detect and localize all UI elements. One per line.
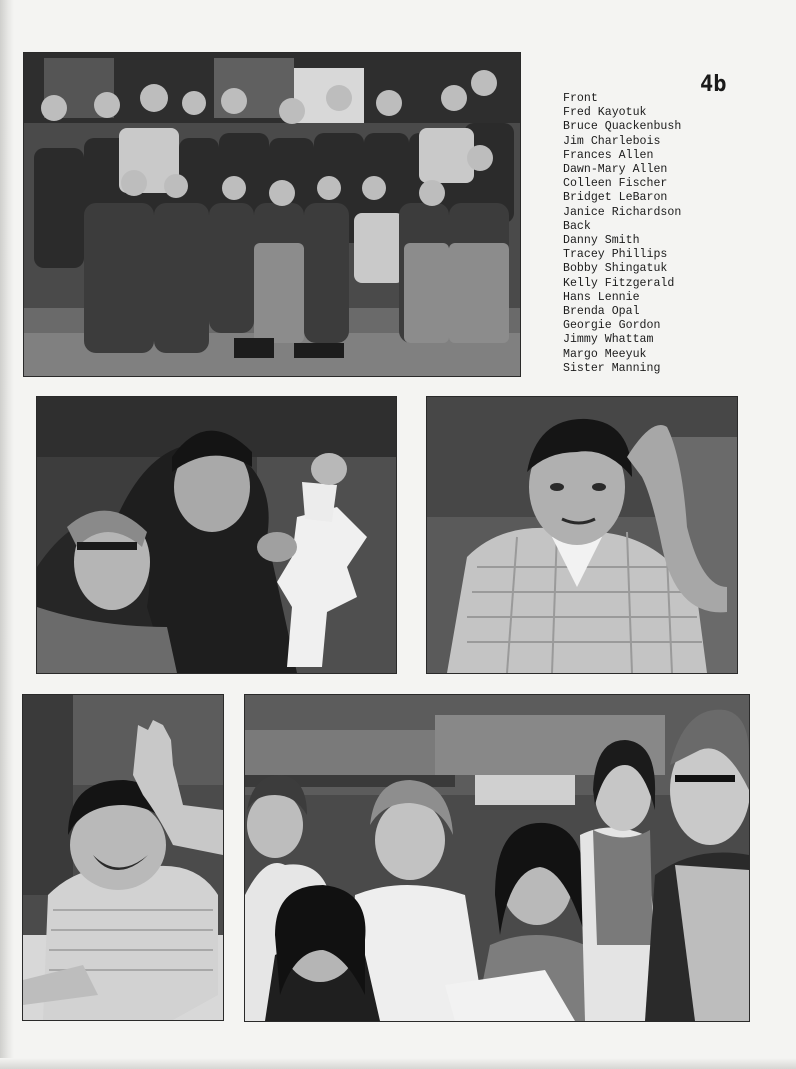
page-edge bbox=[0, 0, 14, 1069]
caption-name: Brenda Opal bbox=[563, 305, 640, 319]
caption-name: Tracey Phillips bbox=[563, 248, 668, 262]
caption-name: Jim Charlebois bbox=[563, 134, 661, 148]
caption-heading-back: Back bbox=[563, 219, 591, 233]
boy-cutting-paper-photo bbox=[37, 397, 396, 673]
caption-name: Jimmy Whattam bbox=[563, 333, 654, 347]
caption-name: Bruce Quackenbush bbox=[563, 120, 682, 134]
caption-name: Hans Lennie bbox=[563, 290, 640, 304]
photo-caption-name-list bbox=[563, 92, 763, 376]
caption-name: Fred Kayotuk bbox=[563, 106, 647, 120]
class-group-photo bbox=[24, 53, 520, 376]
caption-name: Dawn-Mary Allen bbox=[563, 163, 668, 177]
caption-heading-front: Front bbox=[563, 92, 598, 105]
children-group-with-teacher-photo bbox=[245, 695, 749, 1021]
page-bottom-edge bbox=[0, 1058, 796, 1069]
boy-portrait-photo bbox=[427, 397, 737, 673]
caption-name: Bridget LeBaron bbox=[563, 191, 668, 205]
caption-name: Margo Meeyuk bbox=[563, 347, 647, 361]
caption-name: Georgie Gordon bbox=[563, 319, 661, 333]
caption-name: Bobby Shingatuk bbox=[563, 262, 668, 276]
caption-name: Janice Richardson bbox=[563, 205, 682, 219]
caption-name: Kelly Fitzgerald bbox=[563, 276, 675, 290]
caption-name: Sister Manning bbox=[563, 361, 661, 375]
caption-name: Frances Allen bbox=[563, 148, 654, 162]
girl-raising-hand-photo bbox=[23, 695, 223, 1020]
caption-name: Colleen Fischer bbox=[563, 177, 668, 191]
caption-name: Danny Smith bbox=[563, 234, 640, 248]
page-number: 4b bbox=[700, 72, 727, 97]
